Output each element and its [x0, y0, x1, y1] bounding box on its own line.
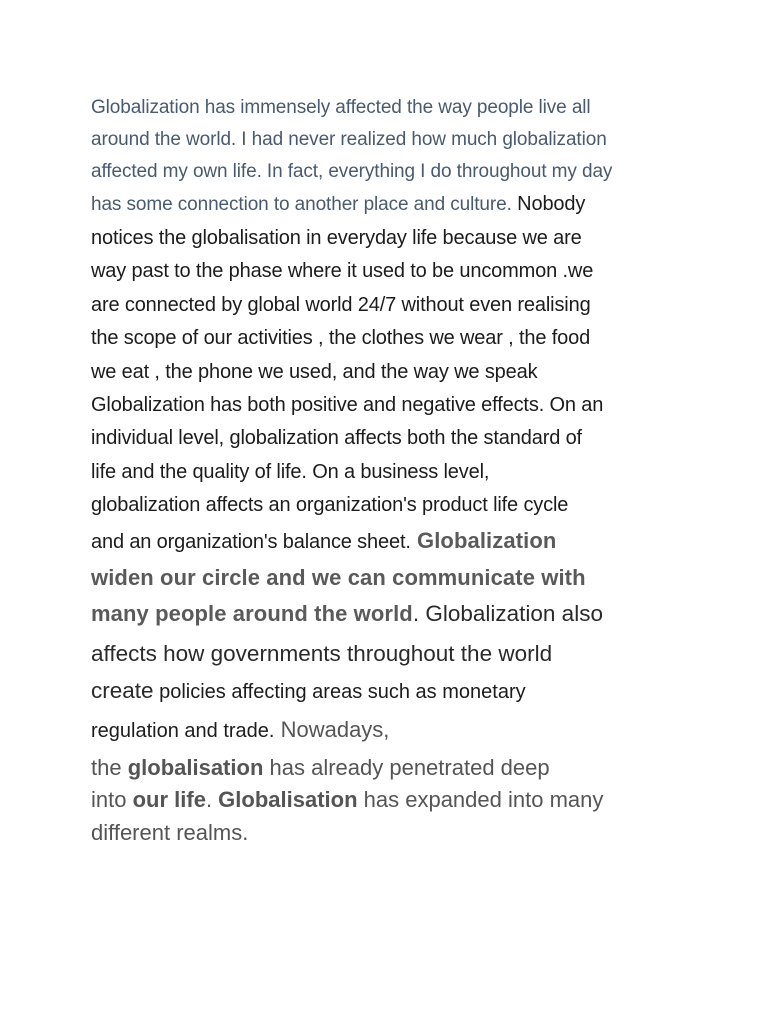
text-line-bold: widen our circle and we can communicate with [91, 564, 586, 590]
text-line [91, 595, 691, 635]
text-line: affects how governments throughout the world [91, 640, 553, 666]
text-line [91, 713, 691, 752]
text-run-bold: globalisation [127, 754, 264, 780]
text-line: we eat , the phone we used, and the way we speak [91, 360, 538, 383]
essay-body [91, 92, 691, 849]
text-run: create [91, 677, 154, 703]
text-run: . [205, 787, 219, 813]
text-run-bold: our life [132, 787, 206, 813]
text-line [91, 752, 691, 785]
text-line: way past to the phase where it used to be uncommon .we [91, 260, 594, 283]
text-line: different realms. [91, 819, 249, 845]
text-run: and an organization's balance sheet. [91, 530, 411, 553]
text-run: Nobody [511, 193, 586, 215]
text-line: Globalization has immensely affected the way people live all [91, 97, 591, 118]
text-run: . Globalization also [412, 600, 603, 626]
text-line [91, 784, 691, 817]
text-line: Globalization has both positive and negative effects. On an [91, 394, 604, 417]
text-line [91, 188, 691, 222]
text-run: the [91, 754, 128, 780]
text-run: has expanded into many [357, 787, 604, 813]
text-run-bold: Globalisation [218, 787, 358, 813]
text-line: individual level, globalization affects both the standard of [91, 427, 582, 450]
text-line: life and the quality of life. On a business level, [91, 460, 490, 483]
text-line: are connected by global world 24/7 without even realising [91, 293, 591, 316]
text-line: around the world. I had never realized how much globalization [91, 129, 607, 150]
text-run: has already penetrated deep [263, 754, 550, 780]
text-run-bold: many people around the world [91, 600, 413, 626]
text-run: policies affecting areas such as monetary [153, 680, 526, 703]
text-line: globalization affects an organization's product life cycle [91, 494, 569, 517]
text-run: Nowadays, [274, 716, 390, 742]
text-line [91, 523, 691, 560]
text-line: the scope of our activities , the clothes we wear , the food [91, 327, 591, 350]
text-run: has some connection to another place and culture. [91, 194, 512, 215]
text-run: regulation and trade. [91, 719, 275, 742]
text-line [91, 672, 691, 713]
text-run: into [91, 787, 133, 813]
text-run-bold: Globalization [410, 527, 557, 553]
text-line: affected my own life. In fact, everything I do throughout my day [91, 161, 613, 182]
text-line: notices the globalisation in everyday life because we are [91, 227, 582, 249]
